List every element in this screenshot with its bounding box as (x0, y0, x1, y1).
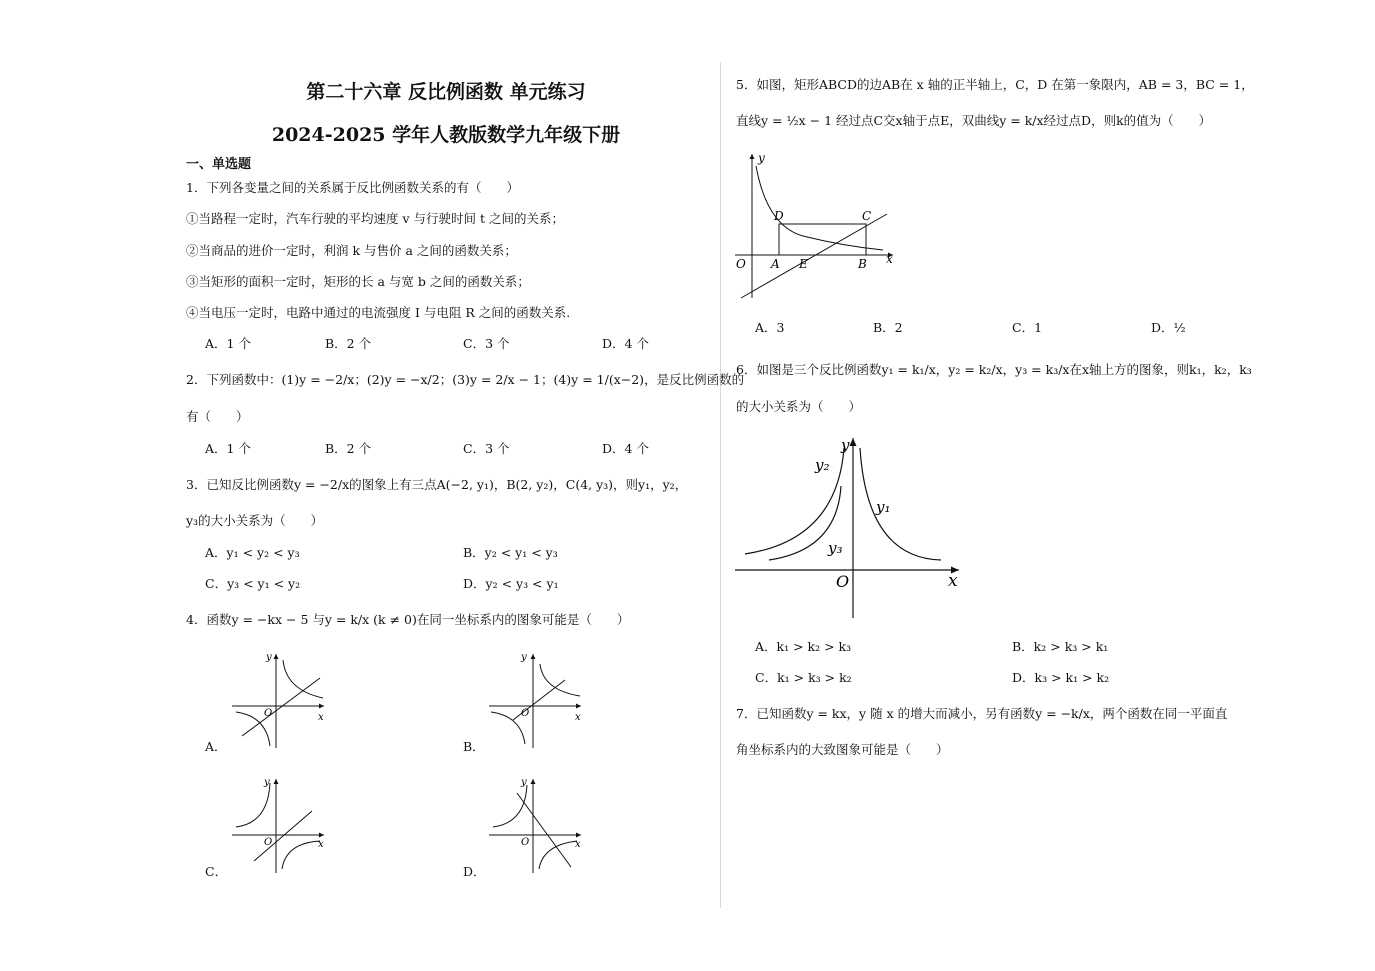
q7-stem-line1: 7．已知函数y = kx，y 随 x 的增大而减小，另有函数y = −k/x，两个函数在同一平面直 (736, 706, 1228, 721)
q6-option-b[interactable]: B．k₂ > k₃ > k₁ (1012, 639, 1109, 654)
section-heading: 一、单选题 (186, 157, 252, 172)
q1-stem: 1．下列各变量之间的关系属于反比例函数关系的有（ ） (186, 180, 519, 195)
q1-item-2: ②当商品的进价一定时，利润 k 与售价 a 之间的函数关系； (186, 243, 517, 258)
label-x: x (948, 571, 958, 591)
q1-option-a[interactable]: A．1 个 (205, 336, 251, 351)
line-ce (741, 214, 887, 298)
q5-option-b[interactable]: B．2 (873, 320, 903, 335)
q4-graph-c[interactable] (228, 775, 333, 875)
q1-item-3: ③当矩形的面积一定时，矩形的长 a 与宽 b 之间的函数关系； (186, 274, 530, 289)
hyperbola-branch (282, 841, 320, 869)
q6-option-c[interactable]: C．k₁ > k₃ > k₂ (755, 670, 852, 685)
q4-stem: 4．函数y = −kx − 5 与y = k/x (k ≠ 0)在同一坐标系内的图象可能是（ ） (186, 612, 630, 627)
hyperbola-branch (283, 660, 323, 698)
label-o: O (836, 572, 850, 591)
q3-option-a[interactable]: A．y₁ < y₂ < y₃ (205, 545, 300, 560)
x-label: x (575, 839, 581, 850)
q1-option-d[interactable]: D．4 个 (602, 336, 649, 351)
label-d: D (774, 209, 784, 223)
hyperbola-branch (236, 783, 270, 827)
q5-option-d[interactable]: D．½ (1151, 320, 1186, 335)
label-y3: y₃ (828, 539, 843, 557)
hyperbola-branch (491, 712, 525, 744)
line-graph (254, 811, 312, 861)
rectangle-abcd (779, 224, 866, 255)
q2-stem-line1: 2．下列函数中：(1)y = −2/x；(2)y = −x/2；(3)y = 2/x − 1；(4)y = 1/(x−2)，是反比例函数的 (186, 372, 745, 387)
page-title: 第二十六章 反比例函数 单元练习 (306, 81, 586, 103)
label-y: y (758, 151, 765, 165)
q4-option-a[interactable]: A． (205, 739, 227, 754)
q6-stem-line2: 的大小关系为（ ） (736, 399, 862, 414)
q1-option-b[interactable]: B．2 个 (325, 336, 372, 351)
hyperbola (756, 166, 883, 250)
q2-option-d[interactable]: D．4 个 (602, 441, 649, 456)
q3-option-d[interactable]: D．y₂ < y₃ < y₁ (463, 576, 559, 591)
q4-graph-a[interactable] (228, 650, 333, 750)
q4-graph-d[interactable] (485, 775, 590, 875)
label-y1: y₁ (876, 498, 891, 516)
label-b: B (858, 257, 867, 271)
y-label: y (264, 777, 270, 788)
q3-stem-line1: 3．已知反比例函数y = −2/x的图象上有三点A(−2, y₁)，B(2, y₂)，C(4, y₃)，则y₁，y₂， (186, 477, 688, 492)
y-label: y (521, 652, 527, 663)
line-graph (242, 678, 320, 736)
q2-option-c[interactable]: C．3 个 (463, 441, 510, 456)
q5-stem-line2: 直线y = ½x − 1 经过点C交x轴于点E，双曲线y = k/x经过点D，则k的值为（ ） (736, 113, 1212, 128)
q2-option-b[interactable]: B．2 个 (325, 441, 372, 456)
curve-y1 (860, 448, 941, 560)
q2-stem-line2: 有（ ） (186, 409, 249, 424)
q5-stem-line1: 5．如图，矩形ABCD的边AB在 x 轴的正半轴上，C，D 在第一象限内，AB = 3，BC = 1， (736, 77, 1254, 92)
q1-item-1: ①当路程一定时，汽车行驶的平均速度 v 与行驶时间 t 之间的关系； (186, 211, 564, 226)
label-e: E (799, 257, 808, 271)
q3-stem-line2: y₃的大小关系为（ ） (186, 513, 324, 528)
label-x: x (886, 252, 893, 266)
q6-stem-line1: 6．如图是三个反比例函数y₁ = k₁/x，y₂ = k₂/x，y₃ = k₃/x在x轴上方的图象，则k₁，k₂，k₃ (736, 362, 1252, 377)
label-o: O (736, 257, 746, 271)
q6-option-a[interactable]: A．k₁ > k₂ > k₃ (755, 639, 852, 654)
q5-figure (733, 148, 903, 300)
x-label: x (318, 839, 324, 850)
page-subtitle: 2024-2025 学年人教版数学九年级下册 (271, 124, 621, 146)
origin-label: O (521, 708, 530, 719)
x-label: x (575, 712, 581, 723)
column-divider (720, 62, 721, 908)
q1-item-4: ④当电压一定时，电路中通过的电流强度 I 与电阻 R 之间的函数关系. (186, 305, 571, 320)
q3-option-b[interactable]: B．y₂ < y₁ < y₃ (463, 545, 558, 560)
q1-option-c[interactable]: C．3 个 (463, 336, 510, 351)
q5-option-a[interactable]: A．3 (755, 320, 785, 335)
q6-option-d[interactable]: D．k₃ > k₁ > k₂ (1012, 670, 1110, 685)
label-c: C (862, 209, 872, 223)
q4-option-c[interactable]: C． (205, 864, 228, 879)
origin-label: O (264, 837, 273, 848)
q7-stem-line2: 角坐标系内的大致图象可能是（ ） (736, 742, 949, 757)
q4-option-b[interactable]: B． (463, 739, 485, 754)
q3-option-c[interactable]: C．y₃ < y₁ < y₂ (205, 576, 301, 591)
y-label: y (521, 777, 527, 788)
q5-option-c[interactable]: C．1 (1012, 320, 1043, 335)
hyperbola-branch (539, 841, 577, 869)
label-y: y (841, 436, 850, 454)
origin-label: O (521, 837, 530, 848)
q6-figure (733, 432, 965, 620)
q4-graph-b[interactable] (485, 650, 590, 750)
y-label: y (266, 652, 272, 663)
q4-option-d[interactable]: D． (463, 864, 486, 879)
hyperbola-branch (493, 785, 527, 827)
label-y2: y₂ (815, 456, 830, 474)
q2-option-a[interactable]: A．1 个 (205, 441, 251, 456)
origin-label: O (264, 708, 273, 719)
hyperbola-branch (540, 664, 580, 696)
x-label: x (318, 712, 324, 723)
label-a: A (771, 257, 780, 271)
